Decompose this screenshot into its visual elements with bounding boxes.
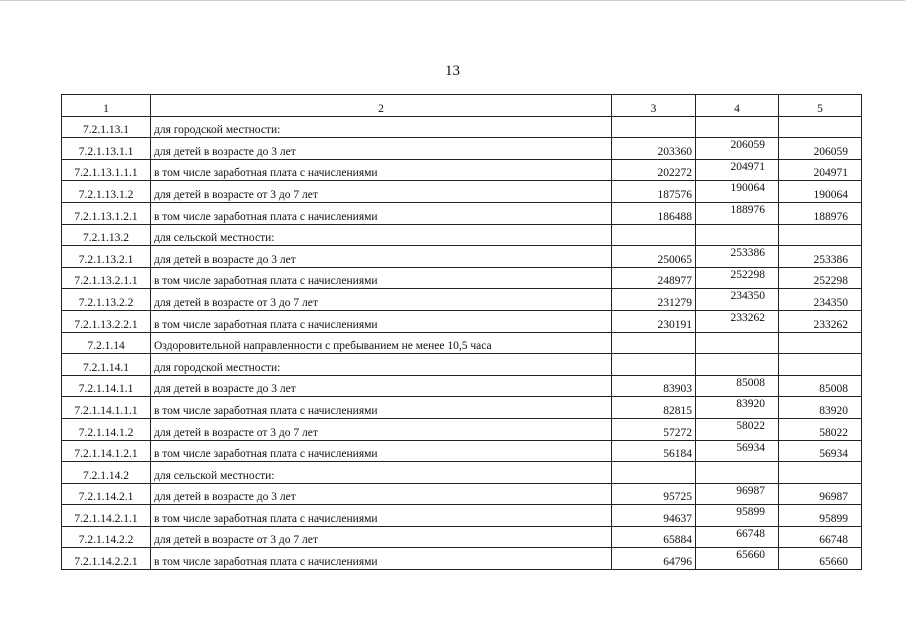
row-value-col-4: 58022 [696, 418, 779, 440]
row-name-cell: Оздоровительной направленности с пребыванием не менее 10,5 часа [151, 332, 612, 354]
row-value-col-3: 230191 [612, 310, 696, 332]
row-name-cell: для городской местности: [151, 116, 612, 138]
row-code-cell: 7.2.1.13.1 [62, 116, 151, 138]
row-value-col-3: 95725 [612, 483, 696, 505]
row-value-col-4: 85008 [696, 375, 779, 397]
row-name-cell: в том числе заработная плата с начислениями [151, 505, 612, 527]
row-name-cell: для городской местности: [151, 354, 612, 376]
row-value-col-5: 56934 [779, 440, 862, 462]
table-row [62, 462, 862, 484]
row-name-cell: для детей в возрасте от 3 до 7 лет [151, 181, 612, 203]
row-value-col-4 [696, 224, 779, 246]
row-code-cell: 7.2.1.14.2.2.1 [62, 548, 151, 570]
row-name-cell: в том числе заработная плата с начислениями [151, 440, 612, 462]
row-value-col-5: 95899 [779, 505, 862, 527]
row-name-cell: для детей в возрасте до 3 лет [151, 483, 612, 505]
row-value-col-4: 234350 [696, 289, 779, 311]
table-row [62, 138, 862, 160]
row-value-col-3 [612, 224, 696, 246]
row-value-col-4: 95899 [696, 505, 779, 527]
row-value-col-3: 57272 [612, 418, 696, 440]
row-name-cell: для детей в возрасте от 3 до 7 лет [151, 526, 612, 548]
row-value-col-3 [612, 116, 696, 138]
header-row [62, 95, 862, 117]
row-value-col-5: 206059 [779, 138, 862, 160]
row-value-col-5: 233262 [779, 310, 862, 332]
row-value-col-5: 234350 [779, 289, 862, 311]
table-row [62, 397, 862, 419]
row-value-col-4: 252298 [696, 267, 779, 289]
row-name-cell: для детей в возрасте от 3 до 7 лет [151, 289, 612, 311]
table-body [62, 116, 862, 569]
row-value-col-5 [779, 116, 862, 138]
row-value-col-3: 203360 [612, 138, 696, 160]
row-code-cell: 7.2.1.14.2 [62, 462, 151, 484]
table-row [62, 354, 862, 376]
row-code-cell: 7.2.1.14.1.1.1 [62, 397, 151, 419]
row-value-col-3: 248977 [612, 267, 696, 289]
row-value-col-3 [612, 462, 696, 484]
table-row [62, 505, 862, 527]
row-value-col-3: 250065 [612, 246, 696, 268]
row-code-cell: 7.2.1.13.2.1.1 [62, 267, 151, 289]
table-row [62, 483, 862, 505]
row-value-col-5 [779, 354, 862, 376]
row-value-col-4: 83920 [696, 397, 779, 419]
row-code-cell: 7.2.1.13.2.2 [62, 289, 151, 311]
row-code-cell: 7.2.1.13.1.2.1 [62, 202, 151, 224]
row-name-cell: для детей в возрасте до 3 лет [151, 375, 612, 397]
row-value-col-3 [612, 332, 696, 354]
row-code-cell: 7.2.1.13.1.2 [62, 181, 151, 203]
row-value-col-5 [779, 224, 862, 246]
row-value-col-5: 66748 [779, 526, 862, 548]
row-value-col-4 [696, 354, 779, 376]
row-code-cell: 7.2.1.14.1.2 [62, 418, 151, 440]
row-value-col-4: 233262 [696, 310, 779, 332]
row-value-col-5 [779, 462, 862, 484]
table-row [62, 310, 862, 332]
row-value-col-3: 65884 [612, 526, 696, 548]
row-code-cell: 7.2.1.14.1.1 [62, 375, 151, 397]
row-value-col-3 [612, 354, 696, 376]
row-name-cell: в том числе заработная плата с начислениями [151, 548, 612, 570]
row-value-col-3: 94637 [612, 505, 696, 527]
table-row [62, 159, 862, 181]
row-code-cell: 7.2.1.14.2.2 [62, 526, 151, 548]
row-value-col-4: 96987 [696, 483, 779, 505]
row-name-cell: для сельской местности: [151, 224, 612, 246]
header-col-1: 1 [62, 95, 151, 117]
row-name-cell: в том числе заработная плата с начислениями [151, 159, 612, 181]
header-col-2: 2 [151, 95, 612, 117]
row-code-cell: 7.2.1.13.2.2.1 [62, 310, 151, 332]
row-value-col-4 [696, 332, 779, 354]
table-row [62, 375, 862, 397]
row-value-col-3: 187576 [612, 181, 696, 203]
row-code-cell: 7.2.1.13.2.1 [62, 246, 151, 268]
row-name-cell: для сельской местности: [151, 462, 612, 484]
row-value-col-5 [779, 332, 862, 354]
row-value-col-5: 188976 [779, 202, 862, 224]
row-code-cell: 7.2.1.14 [62, 332, 151, 354]
row-value-col-3: 82815 [612, 397, 696, 419]
scan-edge-line [0, 0, 905, 1]
row-value-col-5: 83920 [779, 397, 862, 419]
row-value-col-4: 65660 [696, 548, 779, 570]
row-name-cell: в том числе заработная плата с начислениями [151, 267, 612, 289]
table-row [62, 224, 862, 246]
row-name-cell: для детей в возрасте от 3 до 7 лет [151, 418, 612, 440]
table-row [62, 548, 862, 570]
header-col-3: 3 [612, 95, 696, 117]
table-row [62, 181, 862, 203]
row-value-col-5: 58022 [779, 418, 862, 440]
row-value-col-3: 231279 [612, 289, 696, 311]
row-value-col-5: 85008 [779, 375, 862, 397]
table-row [62, 246, 862, 268]
row-value-col-5: 253386 [779, 246, 862, 268]
row-value-col-4: 190064 [696, 181, 779, 203]
table-row [62, 116, 862, 138]
row-value-col-3: 56184 [612, 440, 696, 462]
row-value-col-4: 253386 [696, 246, 779, 268]
row-value-col-3: 64796 [612, 548, 696, 570]
row-value-col-5: 204971 [779, 159, 862, 181]
row-code-cell: 7.2.1.14.1.2.1 [62, 440, 151, 462]
table-row [62, 202, 862, 224]
table-row [62, 289, 862, 311]
table-row [62, 332, 862, 354]
row-value-col-3: 202272 [612, 159, 696, 181]
row-value-col-5: 65660 [779, 548, 862, 570]
row-value-col-4: 66748 [696, 526, 779, 548]
table-row [62, 267, 862, 289]
row-value-col-3: 186488 [612, 202, 696, 224]
tariff-table [61, 94, 862, 570]
row-value-col-4: 204971 [696, 159, 779, 181]
table-row [62, 418, 862, 440]
row-code-cell: 7.2.1.13.1.1 [62, 138, 151, 160]
row-value-col-4: 56934 [696, 440, 779, 462]
row-value-col-4 [696, 462, 779, 484]
row-value-col-4 [696, 116, 779, 138]
row-name-cell: в том числе заработная плата с начислениями [151, 202, 612, 224]
row-code-cell: 7.2.1.13.2 [62, 224, 151, 246]
row-name-cell: для детей в возрасте до 3 лет [151, 138, 612, 160]
row-value-col-3: 83903 [612, 375, 696, 397]
row-code-cell: 7.2.1.14.1 [62, 354, 151, 376]
table-row [62, 440, 862, 462]
row-value-col-4: 206059 [696, 138, 779, 160]
row-value-col-5: 96987 [779, 483, 862, 505]
row-value-col-4: 188976 [696, 202, 779, 224]
row-name-cell: для детей в возрасте до 3 лет [151, 246, 612, 268]
row-code-cell: 7.2.1.14.2.1 [62, 483, 151, 505]
row-code-cell: 7.2.1.13.1.1.1 [62, 159, 151, 181]
row-value-col-5: 252298 [779, 267, 862, 289]
row-name-cell: в том числе заработная плата с начислениями [151, 310, 612, 332]
row-code-cell: 7.2.1.14.2.1.1 [62, 505, 151, 527]
page-number: 13 [445, 63, 460, 79]
header-col-4: 4 [696, 95, 779, 117]
table-row [62, 526, 862, 548]
header-col-5: 5 [779, 95, 862, 117]
row-name-cell: в том числе заработная плата с начислениями [151, 397, 612, 419]
row-value-col-5: 190064 [779, 181, 862, 203]
